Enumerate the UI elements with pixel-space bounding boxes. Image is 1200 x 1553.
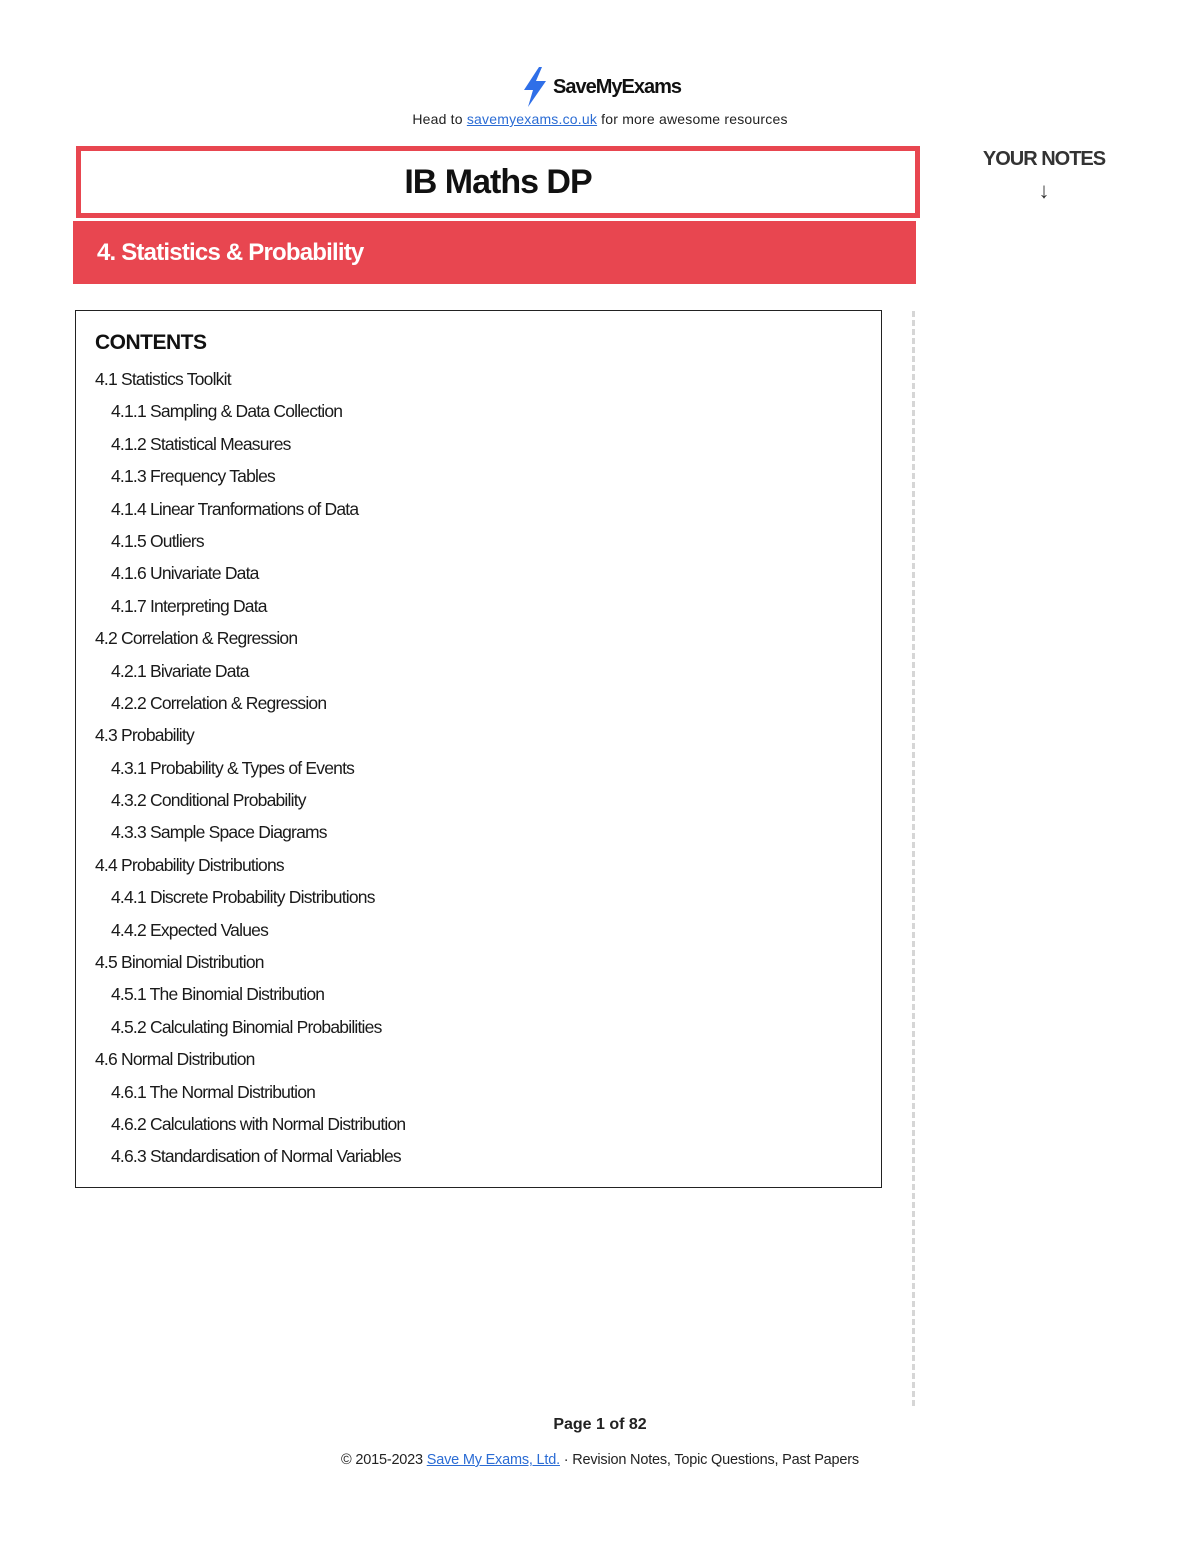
- page-number: Page 1 of 82: [553, 1416, 647, 1433]
- section-title: 4. Statistics & Probability: [97, 238, 364, 266]
- copyright-suffix: · Revision Notes, Topic Questions, Past Papers: [559, 1452, 859, 1468]
- toc-subsection-link[interactable]: 4.6.3 Standardisation of Normal Variables: [111, 1146, 401, 1167]
- tagline: [0, 111, 1200, 127]
- title-box: [76, 146, 920, 218]
- your-notes-label: YOUR NOTES: [982, 148, 1106, 170]
- contents-list: [95, 363, 405, 1173]
- tagline-suffix: for more awesome resources: [597, 111, 788, 127]
- copyright-prefix: © 2015-2023: [341, 1452, 427, 1468]
- arrow-down-icon: ↓: [1038, 178, 1050, 203]
- lightning-bolt-icon: [519, 66, 551, 108]
- toc-subsection-link[interactable]: 4.1.4 Linear Tranformations of Data: [111, 498, 359, 519]
- toc-subsection-link[interactable]: 4.2.1 Bivariate Data: [111, 660, 249, 681]
- contents-box: [75, 310, 882, 1188]
- tagline-prefix: Head to: [412, 111, 467, 127]
- toc-subsection-link[interactable]: 4.1.1 Sampling & Data Collection: [111, 401, 343, 422]
- toc-subsection-link[interactable]: 4.1.6 Univariate Data: [111, 563, 259, 584]
- footer-copyright: [0, 1452, 1200, 1468]
- toc-subsection-link[interactable]: 4.3.2 Conditional Probability: [111, 790, 306, 811]
- brand-header: [0, 66, 1200, 113]
- contents-heading: CONTENTS: [95, 331, 207, 354]
- toc-section-link[interactable]: 4.3 Probability: [95, 725, 194, 746]
- toc-section-link[interactable]: 4.2 Correlation & Regression: [95, 628, 298, 649]
- section-banner: [73, 221, 916, 284]
- brand-name: SaveMyExams: [553, 75, 681, 98]
- toc-subsection-link[interactable]: 4.2.2 Correlation & Regression: [111, 692, 327, 713]
- toc-section-link[interactable]: 4.5 Binomial Distribution: [95, 952, 264, 973]
- toc-subsection-link[interactable]: 4.4.2 Expected Values: [111, 919, 269, 940]
- toc-section-link[interactable]: 4.6 Normal Distribution: [95, 1049, 255, 1070]
- toc-subsection-link[interactable]: 4.6.2 Calculations with Normal Distribution: [111, 1113, 406, 1134]
- toc-subsection-link[interactable]: 4.1.2 Statistical Measures: [111, 433, 291, 454]
- notes-divider: [912, 311, 915, 1406]
- website-link[interactable]: savemyexams.co.uk: [466, 111, 598, 127]
- toc-subsection-link[interactable]: 4.3.3 Sample Space Diagrams: [111, 822, 327, 843]
- toc-subsection-link[interactable]: 4.1.5 Outliers: [111, 530, 204, 551]
- company-link[interactable]: Save My Exams, Ltd.: [426, 1452, 560, 1468]
- toc-section-link[interactable]: 4.4 Probability Distributions: [95, 854, 284, 875]
- toc-subsection-link[interactable]: 4.1.7 Interpreting Data: [111, 595, 267, 616]
- toc-subsection-link[interactable]: 4.5.1 The Binomial Distribution: [111, 984, 325, 1005]
- toc-section-link[interactable]: 4.1 Statistics Toolkit: [95, 369, 231, 389]
- toc-subsection-link[interactable]: 4.1.3 Frequency Tables: [111, 466, 275, 487]
- toc-subsection-link[interactable]: 4.3.1 Probability & Types of Events: [111, 757, 355, 778]
- toc-subsection-link[interactable]: 4.6.1 The Normal Distribution: [111, 1081, 316, 1102]
- toc-subsection-link[interactable]: 4.5.2 Calculating Binomial Probabilities: [111, 1016, 382, 1037]
- toc-subsection-link[interactable]: 4.4.1 Discrete Probability Distributions: [111, 887, 375, 908]
- page-title: IB Maths DP: [404, 162, 592, 201]
